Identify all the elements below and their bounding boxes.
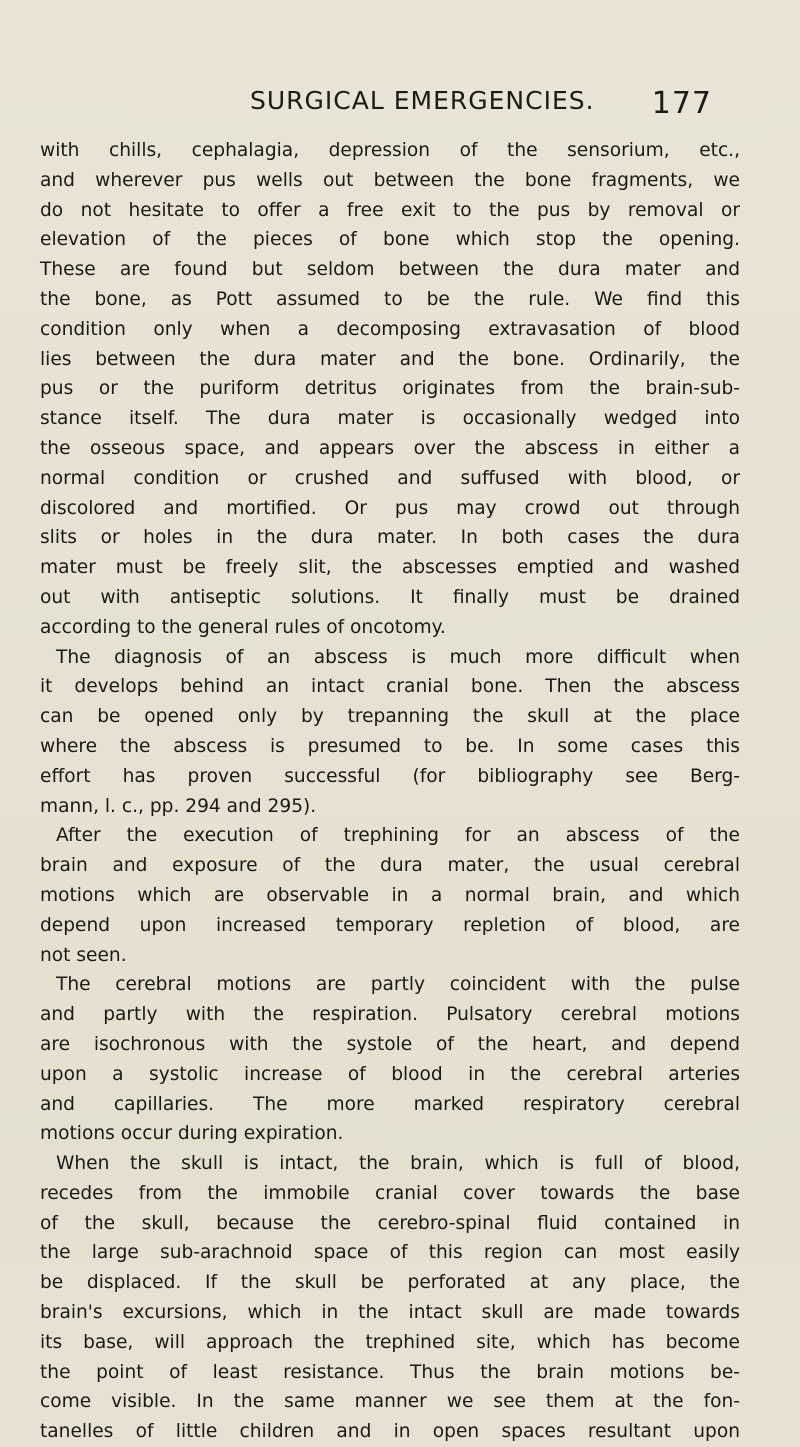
text-line: The cerebral motions are partly coincident with the pulse	[56, 974, 740, 996]
text-line: and capillaries. The more marked respiratory cerebral	[40, 1093, 740, 1115]
text-line: be displaced. If the skull be perforated at any place, the	[40, 1272, 740, 1294]
page-number: 177	[651, 86, 712, 121]
text-line: pus or the puriform detritus originates from the brain-sub-	[40, 378, 740, 400]
text-line: motions occur during expiration.	[40, 1123, 344, 1145]
text-line: lies between the dura mater and the bone. Ordinarily, the	[40, 348, 740, 370]
text-line: out with antiseptic solutions. It finally must be drained	[40, 586, 740, 608]
text-line: condition only when a decomposing extravasation of blood	[40, 318, 740, 340]
text-line: slits or holes in the dura mater. In both cases the dura	[40, 527, 740, 549]
text-line: the bone, as Pott assumed to be the rule. We find this	[40, 288, 740, 310]
text-line: depend upon increased temporary repletion of blood, are	[40, 914, 740, 936]
text-line: not seen.	[40, 944, 127, 966]
text-line: of the skull, because the cerebro-spinal fluid contained in	[40, 1212, 740, 1234]
text-line: are isochronous with the systole of the heart, and depend	[40, 1033, 740, 1055]
text-line: and partly with the respiration. Pulsatory cerebral motions	[40, 1004, 740, 1026]
text-line: tanelles of little children and in open spaces resultant upon	[40, 1421, 740, 1443]
text-line: mater must be freely slit, the abscesses emptied and washed	[40, 557, 740, 579]
body-text	[40, 136, 740, 1447]
text-line: effort has proven successful (for bibliography see Berg-	[40, 765, 740, 787]
text-line: When the skull is intact, the brain, which is full of blood,	[56, 1153, 740, 1175]
text-line: do not hesitate to offer a free exit to the pus by removal or	[40, 199, 740, 221]
text-line: according to the general rules of oncotomy.	[40, 616, 446, 638]
text-line: come visible. In the same manner we see them at the fon-	[40, 1391, 740, 1413]
text-line: where the abscess is presumed to be. In some cases this	[40, 735, 740, 757]
text-line: After the execution of trephining for an abscess of the	[56, 825, 740, 847]
text-line: the point of least resistance. Thus the brain motions be-	[40, 1361, 740, 1383]
chapter-title: SURGICAL EMERGENCIES.	[250, 86, 595, 115]
text-line: brain and exposure of the dura mater, the usual cerebral	[40, 855, 740, 877]
text-line: upon a systolic increase of blood in the cerebral arteries	[40, 1063, 740, 1085]
text-line: motions which are observable in a normal brain, and which	[40, 884, 740, 906]
text-line: it develops behind an intact cranial bone. Then the abscess	[40, 676, 740, 698]
text-line: discolored and mortified. Or pus may crowd out through	[40, 497, 740, 519]
text-line: elevation of the pieces of bone which stop the opening.	[40, 229, 740, 251]
text-line: its base, will approach the trephined site, which has become	[40, 1331, 740, 1353]
text-line: can be opened only by trepanning the skull at the place	[40, 706, 740, 728]
text-line: normal condition or crushed and suffused with blood, or	[40, 467, 740, 489]
text-line: These are found but seldom between the dura mater and	[40, 259, 740, 281]
text-line: the large sub-arachnoid space of this region can most easily	[40, 1242, 740, 1264]
text-line: recedes from the immobile cranial cover towards the base	[40, 1182, 740, 1204]
text-line: stance itself. The dura mater is occasionally wedged into	[40, 408, 740, 430]
text-line: the osseous space, and appears over the abscess in either a	[40, 437, 740, 459]
text-line: mann, l. c., pp. 294 and 295).	[40, 795, 317, 817]
text-line: and wherever pus wells out between the bone fragments, we	[40, 169, 740, 191]
text-line: The diagnosis of an abscess is much more difficult when	[56, 646, 740, 668]
text-line: brain's excursions, which in the intact skull are made towards	[40, 1302, 740, 1324]
running-header	[250, 86, 730, 126]
text-line: with chills, cephalagia, depression of the sensorium, etc.,	[40, 140, 740, 161]
